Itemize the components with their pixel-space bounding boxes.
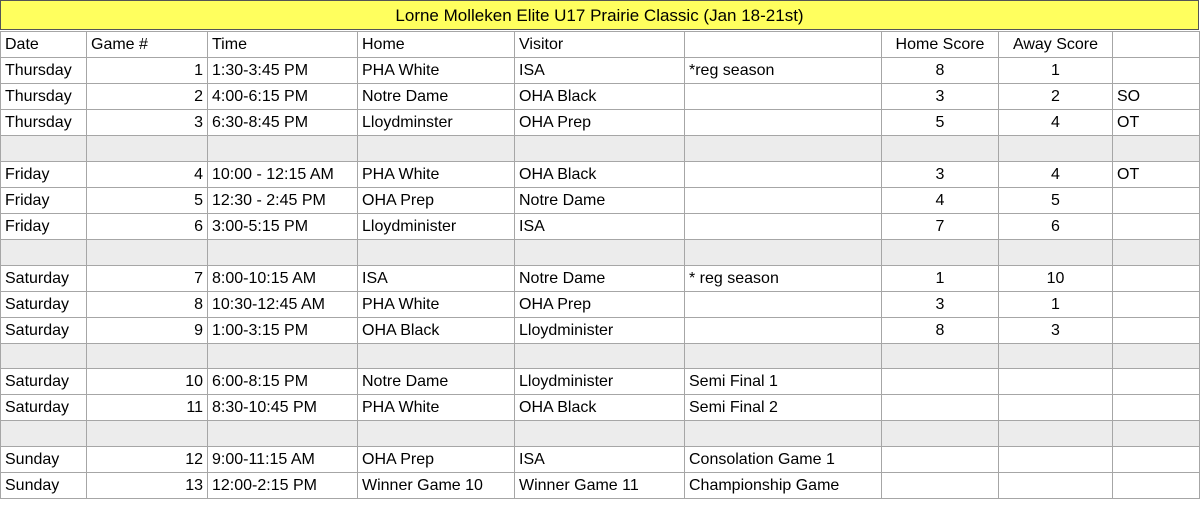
cell-away-score[interactable]: 3 bbox=[999, 317, 1113, 343]
cell-visitor[interactable]: ISA bbox=[515, 58, 685, 84]
cell-away-score[interactable]: 4 bbox=[999, 161, 1113, 187]
cell-home[interactable]: ISA bbox=[358, 265, 515, 291]
cell-extra[interactable] bbox=[1113, 395, 1200, 421]
cell-note[interactable] bbox=[685, 291, 882, 317]
cell-date[interactable]: Friday bbox=[1, 187, 87, 213]
table-row bbox=[1, 213, 1200, 239]
cell-game-number[interactable]: 5 bbox=[87, 187, 208, 213]
cell-home-score[interactable]: 3 bbox=[882, 291, 999, 317]
header-home[interactable]: Home bbox=[358, 32, 515, 58]
cell-visitor[interactable]: ISA bbox=[515, 213, 685, 239]
cell-date[interactable]: Saturday bbox=[1, 369, 87, 395]
cell-note[interactable] bbox=[685, 161, 882, 187]
spacer-cell[interactable] bbox=[882, 136, 999, 162]
spacer-cell[interactable] bbox=[208, 239, 358, 265]
cell-home-score[interactable]: 3 bbox=[882, 161, 999, 187]
spacer-cell[interactable] bbox=[1, 421, 87, 447]
cell-home-score[interactable]: 1 bbox=[882, 265, 999, 291]
cell-date[interactable]: Saturday bbox=[1, 395, 87, 421]
spacer-cell[interactable] bbox=[208, 421, 358, 447]
cell-extra[interactable] bbox=[1113, 187, 1200, 213]
spacer-cell[interactable] bbox=[515, 421, 685, 447]
cell-game-number[interactable]: 9 bbox=[87, 317, 208, 343]
cell-note[interactable]: * reg season bbox=[685, 265, 882, 291]
cell-date[interactable]: Saturday bbox=[1, 265, 87, 291]
table-row bbox=[1, 110, 1200, 136]
cell-visitor[interactable]: OHA Black bbox=[515, 84, 685, 110]
header-time[interactable]: Time bbox=[208, 32, 358, 58]
cell-game-number[interactable]: 12 bbox=[87, 447, 208, 473]
cell-home[interactable]: OHA Prep bbox=[358, 447, 515, 473]
table-row bbox=[1, 161, 1200, 187]
spacer-cell[interactable] bbox=[882, 239, 999, 265]
cell-extra[interactable]: SO bbox=[1113, 84, 1200, 110]
cell-home[interactable]: OHA Black bbox=[358, 317, 515, 343]
spacer-cell[interactable] bbox=[208, 343, 358, 369]
cell-visitor[interactable]: Winner Game 11 bbox=[515, 473, 685, 499]
cell-date[interactable]: Thursday bbox=[1, 58, 87, 84]
cell-away-score[interactable] bbox=[999, 395, 1113, 421]
cell-extra[interactable] bbox=[1113, 473, 1200, 499]
cell-visitor[interactable]: OHA Prep bbox=[515, 291, 685, 317]
table-row bbox=[1, 447, 1200, 473]
cell-time[interactable]: 4:00-6:15 PM bbox=[208, 84, 358, 110]
cell-home-score[interactable] bbox=[882, 473, 999, 499]
header-home-score[interactable]: Home Score bbox=[882, 32, 999, 58]
spacer-row bbox=[1, 239, 1200, 265]
cell-away-score[interactable]: 2 bbox=[999, 84, 1113, 110]
cell-game-number[interactable]: 6 bbox=[87, 213, 208, 239]
header-date[interactable]: Date bbox=[1, 32, 87, 58]
cell-time[interactable]: 8:00-10:15 AM bbox=[208, 265, 358, 291]
cell-note[interactable]: Semi Final 2 bbox=[685, 395, 882, 421]
cell-extra[interactable] bbox=[1113, 213, 1200, 239]
cell-extra[interactable] bbox=[1113, 317, 1200, 343]
cell-date[interactable]: Sunday bbox=[1, 473, 87, 499]
spacer-cell[interactable] bbox=[882, 421, 999, 447]
spacer-cell[interactable] bbox=[208, 136, 358, 162]
cell-visitor[interactable]: Lloydminister bbox=[515, 369, 685, 395]
cell-home-score[interactable]: 3 bbox=[882, 84, 999, 110]
spacer-cell[interactable] bbox=[87, 343, 208, 369]
spacer-cell[interactable] bbox=[515, 136, 685, 162]
spacer-cell[interactable] bbox=[1, 136, 87, 162]
cell-visitor[interactable]: Notre Dame bbox=[515, 187, 685, 213]
spacer-cell[interactable] bbox=[515, 343, 685, 369]
cell-note[interactable] bbox=[685, 110, 882, 136]
spacer-row bbox=[1, 421, 1200, 447]
cell-game-number[interactable]: 10 bbox=[87, 369, 208, 395]
cell-time[interactable]: 6:30-8:45 PM bbox=[208, 110, 358, 136]
cell-visitor[interactable]: ISA bbox=[515, 447, 685, 473]
cell-note[interactable] bbox=[685, 317, 882, 343]
cell-away-score[interactable]: 5 bbox=[999, 187, 1113, 213]
table-row bbox=[1, 187, 1200, 213]
cell-game-number[interactable]: 13 bbox=[87, 473, 208, 499]
table-row bbox=[1, 395, 1200, 421]
spacer-cell[interactable] bbox=[685, 136, 882, 162]
header-note[interactable] bbox=[685, 32, 882, 58]
cell-time[interactable]: 3:00-5:15 PM bbox=[208, 213, 358, 239]
table-row bbox=[1, 265, 1200, 291]
cell-date[interactable]: Sunday bbox=[1, 447, 87, 473]
schedule-table bbox=[0, 31, 1200, 499]
cell-note[interactable] bbox=[685, 84, 882, 110]
header-row bbox=[1, 32, 1200, 58]
cell-time[interactable]: 12:00-2:15 PM bbox=[208, 473, 358, 499]
spacer-cell[interactable] bbox=[358, 343, 515, 369]
spacer-cell[interactable] bbox=[685, 343, 882, 369]
cell-home-score[interactable]: 4 bbox=[882, 187, 999, 213]
header-extra[interactable] bbox=[1113, 32, 1200, 58]
spacer-cell[interactable] bbox=[1, 343, 87, 369]
cell-extra[interactable]: OT bbox=[1113, 161, 1200, 187]
cell-note[interactable]: Championship Game bbox=[685, 473, 882, 499]
cell-away-score[interactable]: 10 bbox=[999, 265, 1113, 291]
cell-extra[interactable] bbox=[1113, 447, 1200, 473]
spacer-cell[interactable] bbox=[685, 239, 882, 265]
cell-home-score[interactable]: 8 bbox=[882, 317, 999, 343]
cell-home[interactable]: PHA White bbox=[358, 291, 515, 317]
header-game-number[interactable]: Game # bbox=[87, 32, 208, 58]
table-row bbox=[1, 317, 1200, 343]
cell-away-score[interactable]: 1 bbox=[999, 291, 1113, 317]
cell-home[interactable]: OHA Prep bbox=[358, 187, 515, 213]
cell-note[interactable]: Semi Final 1 bbox=[685, 369, 882, 395]
cell-away-score[interactable] bbox=[999, 473, 1113, 499]
cell-date[interactable]: Saturday bbox=[1, 317, 87, 343]
cell-away-score[interactable]: 1 bbox=[999, 58, 1113, 84]
cell-visitor[interactable]: OHA Black bbox=[515, 161, 685, 187]
cell-time[interactable]: 1:00-3:15 PM bbox=[208, 317, 358, 343]
cell-note[interactable] bbox=[685, 213, 882, 239]
spacer-cell[interactable] bbox=[87, 421, 208, 447]
cell-home[interactable]: Winner Game 10 bbox=[358, 473, 515, 499]
cell-away-score[interactable]: 4 bbox=[999, 110, 1113, 136]
cell-away-score[interactable]: 6 bbox=[999, 213, 1113, 239]
spacer-cell[interactable] bbox=[1113, 239, 1200, 265]
cell-visitor[interactable]: OHA Prep bbox=[515, 110, 685, 136]
spacer-cell[interactable] bbox=[1113, 421, 1200, 447]
cell-home[interactable]: PHA White bbox=[358, 161, 515, 187]
cell-extra[interactable] bbox=[1113, 291, 1200, 317]
spacer-cell[interactable] bbox=[685, 421, 882, 447]
cell-game-number[interactable]: 11 bbox=[87, 395, 208, 421]
spacer-row bbox=[1, 136, 1200, 162]
spacer-cell[interactable] bbox=[1, 239, 87, 265]
cell-home-score[interactable]: 7 bbox=[882, 213, 999, 239]
cell-note[interactable] bbox=[685, 187, 882, 213]
cell-extra[interactable] bbox=[1113, 58, 1200, 84]
cell-extra[interactable] bbox=[1113, 265, 1200, 291]
spacer-cell[interactable] bbox=[358, 239, 515, 265]
cell-time[interactable]: 1:30-3:45 PM bbox=[208, 58, 358, 84]
cell-time[interactable]: 8:30-10:45 PM bbox=[208, 395, 358, 421]
cell-time[interactable]: 12:30 - 2:45 PM bbox=[208, 187, 358, 213]
cell-game-number[interactable]: 8 bbox=[87, 291, 208, 317]
cell-home[interactable]: PHA White bbox=[358, 395, 515, 421]
cell-visitor[interactable]: Lloydminister bbox=[515, 317, 685, 343]
cell-home[interactable]: Notre Dame bbox=[358, 369, 515, 395]
cell-game-number[interactable]: 4 bbox=[87, 161, 208, 187]
table-row bbox=[1, 84, 1200, 110]
spacer-cell[interactable] bbox=[87, 136, 208, 162]
cell-time[interactable]: 10:30-12:45 AM bbox=[208, 291, 358, 317]
cell-visitor[interactable]: OHA Black bbox=[515, 395, 685, 421]
cell-home[interactable]: Lloydminster bbox=[358, 110, 515, 136]
cell-date[interactable]: Friday bbox=[1, 161, 87, 187]
cell-home[interactable]: Notre Dame bbox=[358, 84, 515, 110]
cell-time[interactable]: 9:00-11:15 AM bbox=[208, 447, 358, 473]
table-row bbox=[1, 369, 1200, 395]
spacer-cell[interactable] bbox=[87, 239, 208, 265]
header-away-score[interactable]: Away Score bbox=[999, 32, 1113, 58]
spacer-cell[interactable] bbox=[1113, 136, 1200, 162]
spacer-cell[interactable] bbox=[358, 421, 515, 447]
cell-date[interactable]: Friday bbox=[1, 213, 87, 239]
cell-extra[interactable]: OT bbox=[1113, 110, 1200, 136]
cell-home-score[interactable] bbox=[882, 395, 999, 421]
header-visitor[interactable]: Visitor bbox=[515, 32, 685, 58]
spacer-row bbox=[1, 343, 1200, 369]
cell-date[interactable]: Thursday bbox=[1, 84, 87, 110]
cell-extra[interactable] bbox=[1113, 369, 1200, 395]
cell-home-score[interactable]: 8 bbox=[882, 58, 999, 84]
cell-time[interactable]: 10:00 - 12:15 AM bbox=[208, 161, 358, 187]
cell-away-score[interactable] bbox=[999, 447, 1113, 473]
cell-note[interactable]: Consolation Game 1 bbox=[685, 447, 882, 473]
cell-home-score[interactable] bbox=[882, 447, 999, 473]
cell-home[interactable]: Lloydminister bbox=[358, 213, 515, 239]
spacer-cell[interactable] bbox=[882, 343, 999, 369]
cell-home[interactable]: PHA White bbox=[358, 58, 515, 84]
spacer-cell[interactable] bbox=[999, 239, 1113, 265]
cell-game-number[interactable]: 3 bbox=[87, 110, 208, 136]
spacer-cell[interactable] bbox=[999, 343, 1113, 369]
sheet-title[interactable]: Lorne Molleken Elite U17 Prairie Classic (Jan 18-21st) bbox=[0, 0, 1199, 30]
cell-home-score[interactable] bbox=[882, 369, 999, 395]
cell-date[interactable]: Saturday bbox=[1, 291, 87, 317]
cell-game-number[interactable]: 7 bbox=[87, 265, 208, 291]
cell-visitor[interactable]: Notre Dame bbox=[515, 265, 685, 291]
spacer-cell[interactable] bbox=[358, 136, 515, 162]
table-row bbox=[1, 58, 1200, 84]
spacer-cell[interactable] bbox=[999, 421, 1113, 447]
spacer-cell[interactable] bbox=[999, 136, 1113, 162]
table-row bbox=[1, 473, 1200, 499]
table-row bbox=[1, 291, 1200, 317]
spacer-cell[interactable] bbox=[515, 239, 685, 265]
cell-date[interactable]: Thursday bbox=[1, 110, 87, 136]
cell-game-number[interactable]: 1 bbox=[87, 58, 208, 84]
spacer-cell[interactable] bbox=[1113, 343, 1200, 369]
cell-home-score[interactable]: 5 bbox=[882, 110, 999, 136]
cell-time[interactable]: 6:00-8:15 PM bbox=[208, 369, 358, 395]
cell-away-score[interactable] bbox=[999, 369, 1113, 395]
cell-note[interactable]: *reg season bbox=[685, 58, 882, 84]
cell-game-number[interactable]: 2 bbox=[87, 84, 208, 110]
